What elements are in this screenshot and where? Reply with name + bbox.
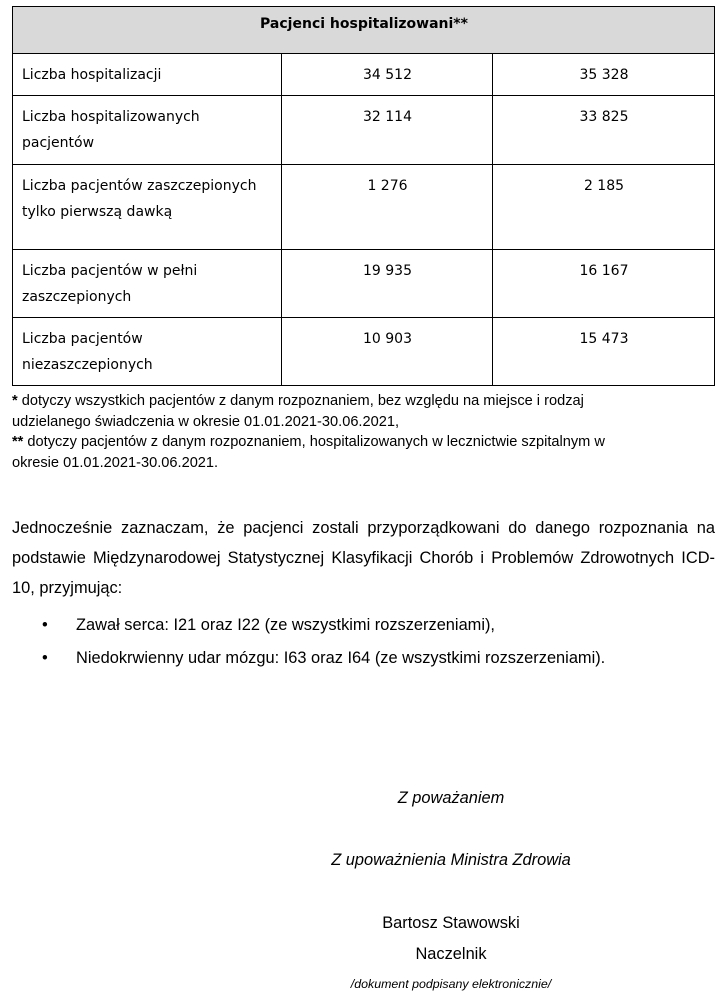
table-row (13, 96, 715, 165)
row-value-2: 15 473 (493, 318, 715, 386)
row-label-line2: tylko pierwszą dawką (22, 204, 173, 220)
footnotes (12, 391, 714, 473)
row-label (13, 96, 282, 165)
row-label-line2: niezaszczepionych (22, 357, 153, 373)
table-row (13, 250, 715, 318)
footnote-text: dotyczy wszystkich pacjentów z danym rozpoznaniem, bez względu na miejsce i rodzaj (17, 393, 584, 409)
table-header: Pacjenci hospitalizowani** (13, 7, 715, 54)
table-row (13, 318, 715, 386)
list-item-text: Zawał serca: I21 oraz I22 (ze wszystkimi rozszerzeniami), (76, 616, 495, 634)
hospitalized-patients-table (12, 6, 715, 386)
row-label-line1: Liczba hospitalizowanych (22, 109, 200, 125)
row-value-1: 34 512 (282, 54, 493, 96)
bullet-marker: • (42, 649, 48, 667)
signatory-name: Bartosz Stawowski (382, 914, 520, 932)
row-label (13, 250, 282, 318)
table-row (13, 54, 715, 96)
row-label (13, 54, 282, 96)
row-label (13, 165, 282, 250)
row-value-2: 35 328 (493, 54, 715, 96)
list-item (12, 643, 715, 676)
row-value-1: 1 276 (282, 165, 493, 250)
footnote-text: okresie 01.01.2021-30.06.2021. (12, 454, 219, 471)
footnote-2 (12, 432, 714, 473)
closing: Z poważaniem (397, 789, 505, 807)
signatory-title: Naczelnik (415, 945, 487, 963)
row-value-2: 33 825 (493, 96, 715, 165)
row-value-2: 16 167 (493, 250, 715, 318)
row-value-1: 10 903 (282, 318, 493, 386)
table-row (13, 165, 715, 250)
row-label-line1: Liczba pacjentów zaszczepionych (22, 178, 257, 194)
row-value-1: 32 114 (282, 96, 493, 165)
list-item-text: Niedokrwienny udar mózgu: I63 oraz I64 (ze wszystkimi rozszerzeniami). (76, 649, 606, 667)
row-label (13, 318, 282, 386)
footnote-text: udzielanego świadczenia w okresie 01.01.2021-30.06.2021, (12, 413, 400, 430)
bullet-list (12, 610, 715, 676)
row-label-line2: zaszczepionych (22, 289, 132, 305)
bullet-marker: • (42, 616, 48, 634)
electronic-signature-note: /dokument podpisany elektronicznie/ (350, 977, 552, 991)
row-label-line2: pacjentów (22, 135, 95, 151)
authority-line: Z upoważnienia Ministra Zdrowia (331, 851, 571, 869)
row-value-1: 19 935 (282, 250, 493, 318)
row-value-2: 2 185 (493, 165, 715, 250)
table-header-row (13, 7, 715, 54)
footnote-1 (12, 391, 714, 432)
row-label-line1: Liczba pacjentów (22, 331, 143, 347)
footnote-marker: ** (12, 434, 24, 450)
body-paragraph: Jednocześnie zaznaczam, że pacjenci zostali przyporządkowani do danego rozpoznania na podstawie Międzynarodowej Statystycznej Klasyfikacji Chorób i Problemów Zdrowotnych ICD-10, przyjmując: (12, 519, 715, 597)
row-label-line1: Liczba pacjentów w pełni (22, 263, 198, 279)
footnote-marker: * (12, 393, 18, 409)
row-label-line1: Liczba hospitalizacji (22, 67, 162, 83)
list-item (12, 610, 715, 643)
footnote-text: dotyczy pacjentów z danym rozpoznaniem, hospitalizowanych w lecznictwie szpitalnym w (23, 434, 605, 450)
